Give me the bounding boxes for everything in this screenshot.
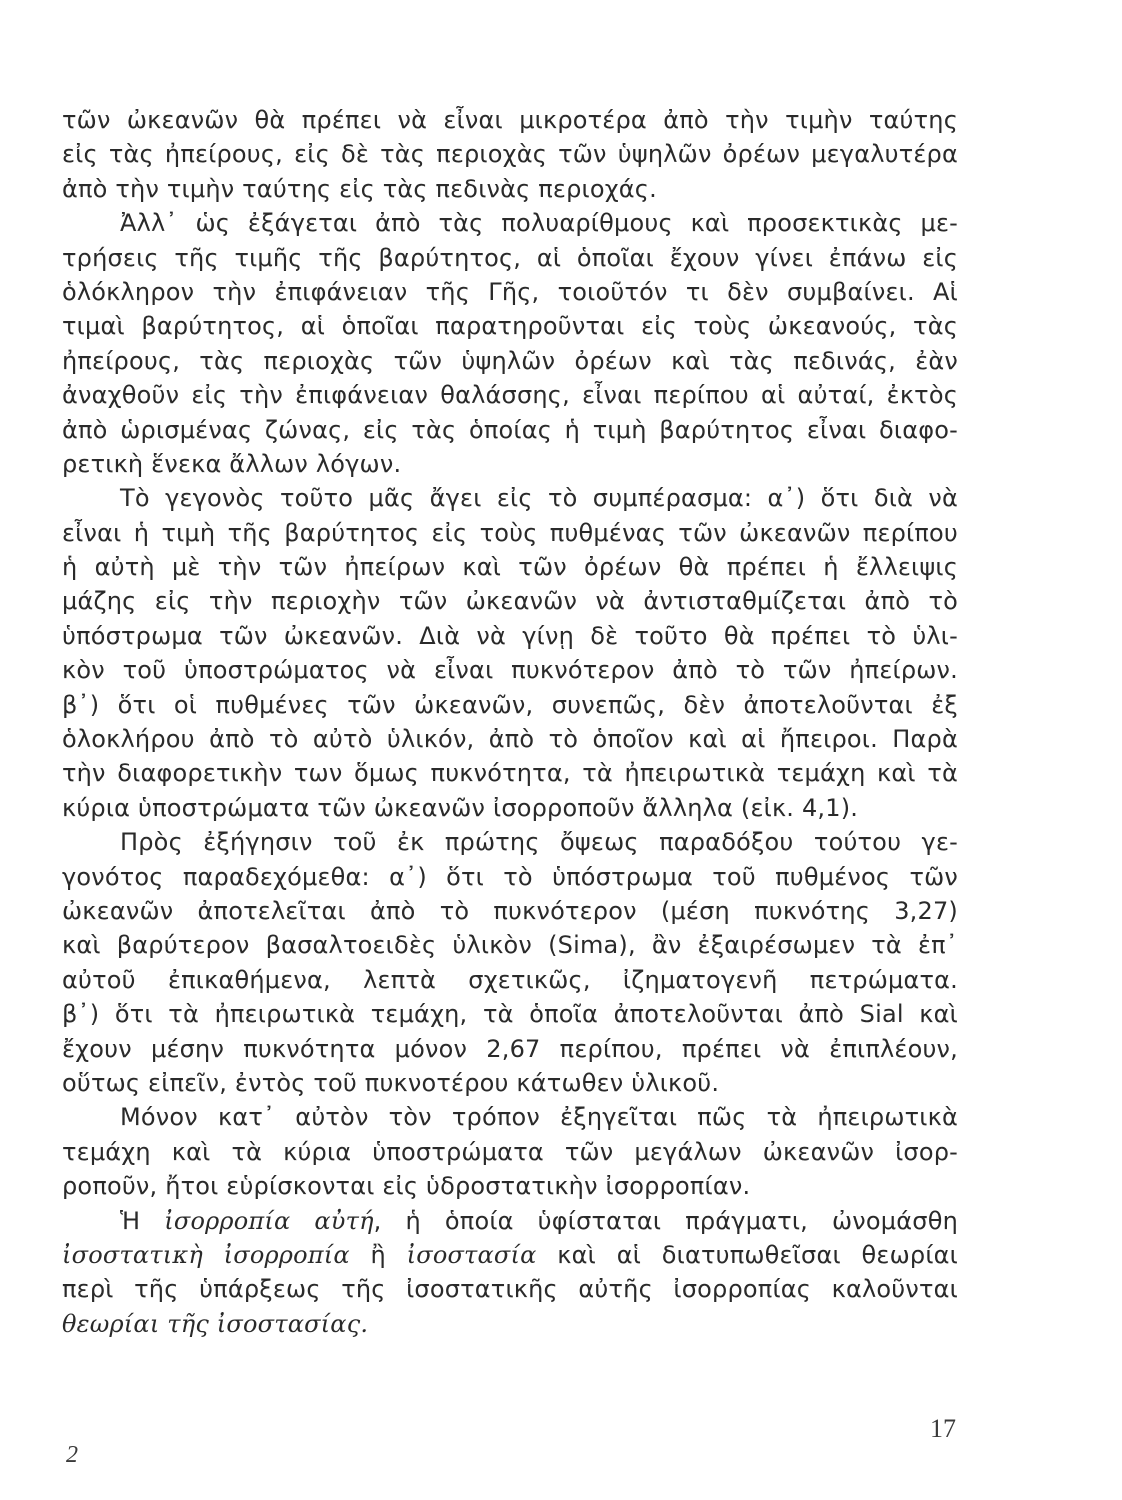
text-line: ἠπείρους, τὰς περιοχὰς τῶν ὑψηλῶν ὀρέων καὶ τὰς πεδινάς, ἐὰν (62, 346, 958, 375)
text-line: ροποῦν, ἤτοι εὑρίσκονται εἰς ὑδροστατικὴν ἰσορροπίαν. (62, 1172, 751, 1201)
text-line: ὑπόστρωμα τῶν ὠκεανῶν. Διὰ νὰ γίνῃ δὲ τοῦτο θὰ πρέπει τὸ ὑλι- (62, 621, 958, 650)
text-line (62, 1204, 958, 1238)
text-line: τὴν διαφορετικὴν των ὅμως πυκνότητα, τὰ ἠπειρωτικὰ τεμάχη καὶ τὰ (62, 759, 958, 788)
text-line: ὁλόκληρον τὴν ἐπιφάνειαν τῆς Γῆς, τοιοῦτόν τι δὲν συμβαίνει. Αἱ (62, 277, 958, 306)
text-line: ὁλοκλήρου ἀπὸ τὸ αὐτὸ ὑλικόν, ἀπὸ τὸ ὁποῖον καὶ αἱ ἤπειροι. Παρὰ (62, 725, 958, 754)
text-line (62, 1238, 958, 1272)
text-line: ἀπὸ τὴν τιμὴν ταύτης εἰς τὰς πεδινὰς περιοχάς. (62, 174, 657, 203)
text-line: ἀπὸ ὡρισμένας ζώνας, εἰς τὰς ὁποίας ἡ τιμὴ βαρύτητος εἶναι διαφο- (62, 415, 958, 444)
italic-term: ἰσοστασία (406, 1240, 537, 1269)
text-line: ὠκεανῶν ἀποτελεῖται ἀπὸ τὸ πυκνότερον (μέση πυκνότης 3,27) (62, 896, 958, 925)
text-line: Μόνον κατ᾽ αὐτὸν τὸν τρόπον ἐξηγεῖται πῶς τὰ ἠπειρωτικὰ (120, 1103, 958, 1132)
text-fragment: ἢ (349, 1240, 407, 1269)
text-line: κύρια ὑποστρώματα τῶν ὠκεανῶν ἰσορροποῦν ἄλληλα (εἰκ. 4,1). (62, 793, 859, 822)
text-line: γονότος παραδεχόμεθα: α᾽) ὅτι τὸ ὑπόστρωμα τοῦ πυθμένος τῶν (62, 862, 958, 891)
text-line: Ἀλλ᾽ ὡς ἐξάγεται ἀπὸ τὰς πολυαρίθμους καὶ προσεκτικὰς με- (120, 209, 958, 238)
text-line: ἡ αὐτὴ μὲ τὴν τῶν ἠπείρων καὶ τῶν ὀρέων θὰ πρέπει ἡ ἔλλειψις (62, 553, 958, 582)
text-line: β᾽) ὅτι τὰ ἠπειρωτικὰ τεμάχη, τὰ ὁποῖα ἀποτελοῦνται ἀπὸ Sial καὶ (62, 1000, 958, 1029)
page-number: 17 (930, 1414, 956, 1443)
text-line: Τὸ γεγονὸς τοῦτο μᾶς ἄγει εἰς τὸ συμπέρασμα: α᾽) ὅτι διὰ νὰ (120, 484, 958, 513)
text-line: αὐτοῦ ἐπικαθήμενα, λεπτὰ σχετικῶς, ἰζηματογενῆ πετρώματα. (62, 965, 958, 994)
body-text (62, 103, 958, 1341)
text-line: εἶναι ἡ τιμὴ τῆς βαρύτητος εἰς τοὺς πυθμένας τῶν ὠκεανῶν περίπου (62, 518, 958, 547)
text-line: θεωρίαι τῆς ἰσοστασίας. (62, 1309, 369, 1338)
italic-term: ἰσορροπία αὐτή (164, 1206, 374, 1235)
text-line: τρήσεις τῆς τιμῆς τῆς βαρύτητος, αἱ ὁποῖαι ἔχουν γίνει ἐπάνω εἰς (62, 243, 958, 272)
text-line: τῶν ὠκεανῶν θὰ πρέπει νὰ εἶναι μικροτέρα ἀπὸ τὴν τιμὴν ταύτης (62, 106, 958, 134)
text-line: περὶ τῆς ὑπάρξεως τῆς ἰσοστατικῆς αὐτῆς ἰσορροπίας καλοῦνται (62, 1275, 958, 1304)
text-line: τιμαὶ βαρύτητος, αἱ ὁποῖαι παρατηροῦνται εἰς τοὺς ὠκεανούς, τὰς (62, 312, 958, 341)
text-line: καὶ βαρύτερον βασαλτοειδὲς ὑλικὸν (Sima), ἂν ἐξαιρέσωμεν τὰ ἐπ᾽ (62, 931, 958, 960)
text-line: εἰς τὰς ἠπείρους, εἰς δὲ τὰς περιοχὰς τῶν ὑψηλῶν ὀρέων μεγαλυτέρα (62, 140, 958, 169)
text-line: μάζης εἰς τὴν περιοχὴν τῶν ὠκεανῶν νὰ ἀντισταθμίζεται ἀπὸ τὸ (62, 587, 958, 616)
text-fragment: , ἡ ὁποία ὑφίσταται πράγματι, ὠνομάσθη (373, 1206, 958, 1235)
text-line: ἔχουν μέσην πυκνότητα μόνον 2,67 περίπου, πρέπει νὰ ἐπιπλέουν, (62, 1034, 958, 1063)
text-fragment: Ἡ (120, 1206, 141, 1235)
italic-term: ἰσοστατικὴ ἰσορροπία (62, 1240, 350, 1269)
signature-mark: 2 (66, 1442, 78, 1468)
text-line: οὕτως εἰπεῖν, ἐντὸς τοῦ πυκνοτέρου κάτωθεν ὑλικοῦ. (62, 1068, 720, 1097)
text-line: κὸν τοῦ ὑποστρώματος νὰ εἶναι πυκνότερον ἀπὸ τὸ τῶν ἠπείρων. (62, 656, 958, 685)
text-line: ἀναχθοῦν εἰς τὴν ἐπιφάνειαν θαλάσσης, εἶναι περίπου αἱ αὐταί, ἐκτὸς (62, 381, 958, 410)
text-line: Πρὸς ἐξήγησιν τοῦ ἐκ πρώτης ὄψεως παραδόξου τούτου γε- (120, 828, 958, 857)
text-fragment: καὶ αἱ διατυπωθεῖσαι θεωρίαι (536, 1240, 958, 1269)
text-line: ρετικὴ ἕνεκα ἄλλων λόγων. (62, 449, 402, 478)
text-line: β᾽) ὅτι οἱ πυθμένες τῶν ὠκεανῶν, συνεπῶς, δὲν ἀποτελοῦνται ἐξ (62, 690, 958, 719)
text-line: τεμάχη καὶ τὰ κύρια ὑποστρώματα τῶν μεγάλων ὠκεανῶν ἰσορ- (62, 1137, 958, 1166)
